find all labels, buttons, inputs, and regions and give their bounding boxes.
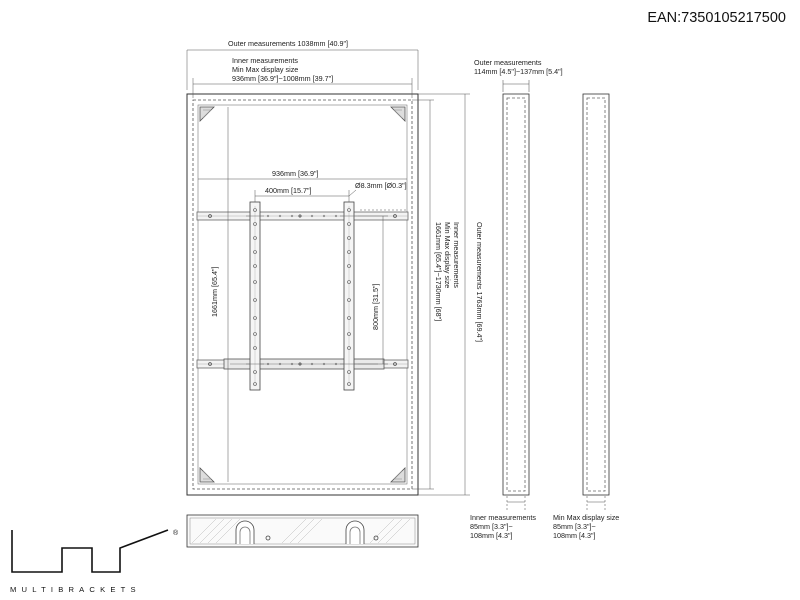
front-outer-frame [187, 94, 418, 495]
hole-diameter-label: Ø8.3mm [Ø0.3"] [355, 181, 407, 190]
brand-wordmark: MULTIBRACKETS [10, 585, 141, 594]
height-inner-subtitle: Min Max display size [443, 222, 452, 289]
vesa-height-label: 800mm [31.5"] [371, 283, 380, 330]
outer-width-label: Outer measurements 1038mm [40.9"] [228, 39, 349, 48]
registered-mark: ® [173, 530, 179, 537]
bottom-view [187, 515, 418, 547]
side-view-1 [503, 80, 529, 510]
side-inner-title: Inner measurements [470, 513, 536, 522]
height-inner-range: 1661mm [65.4"]~1730mm [68"] [434, 222, 443, 322]
front-dimensions [187, 50, 470, 495]
side-minmax-line1: 85mm [3.3"]~ [553, 522, 596, 531]
side-inner-line1: 85mm [3.3"]~ [470, 522, 513, 531]
logo-mark-icon [12, 530, 168, 572]
front-view [187, 94, 418, 495]
side-view-2 [583, 94, 609, 510]
side-minmax-line2: 108mm [4.3"] [553, 531, 596, 540]
side-outer-range: 114mm [4.5"]~137mm [5.4"] [474, 67, 563, 76]
inner-height-label: 1661mm [65.4"] [210, 266, 219, 317]
side-inner-line2: 108mm [4.3"] [470, 531, 513, 540]
inner-width-label: 936mm [36.9"] [272, 169, 319, 178]
inner-measurements-title: Inner measurements [232, 56, 298, 65]
inner-width-range: 936mm [36.9"]~1008mm [39.7"] [232, 74, 334, 83]
ean-code: EAN:7350105217500 [647, 10, 786, 26]
side-outer-title: Outer measurements [474, 58, 542, 67]
inner-minmax-subtitle: Min Max display size [232, 65, 299, 74]
outer-height-label: Outer measurements 1763mm [69.4"] [475, 222, 484, 343]
vesa-width-label: 400mm [15.7"] [265, 186, 312, 195]
side-minmax-title: Min Max display size [553, 513, 620, 522]
height-inner-title: Inner measurements [452, 222, 461, 288]
